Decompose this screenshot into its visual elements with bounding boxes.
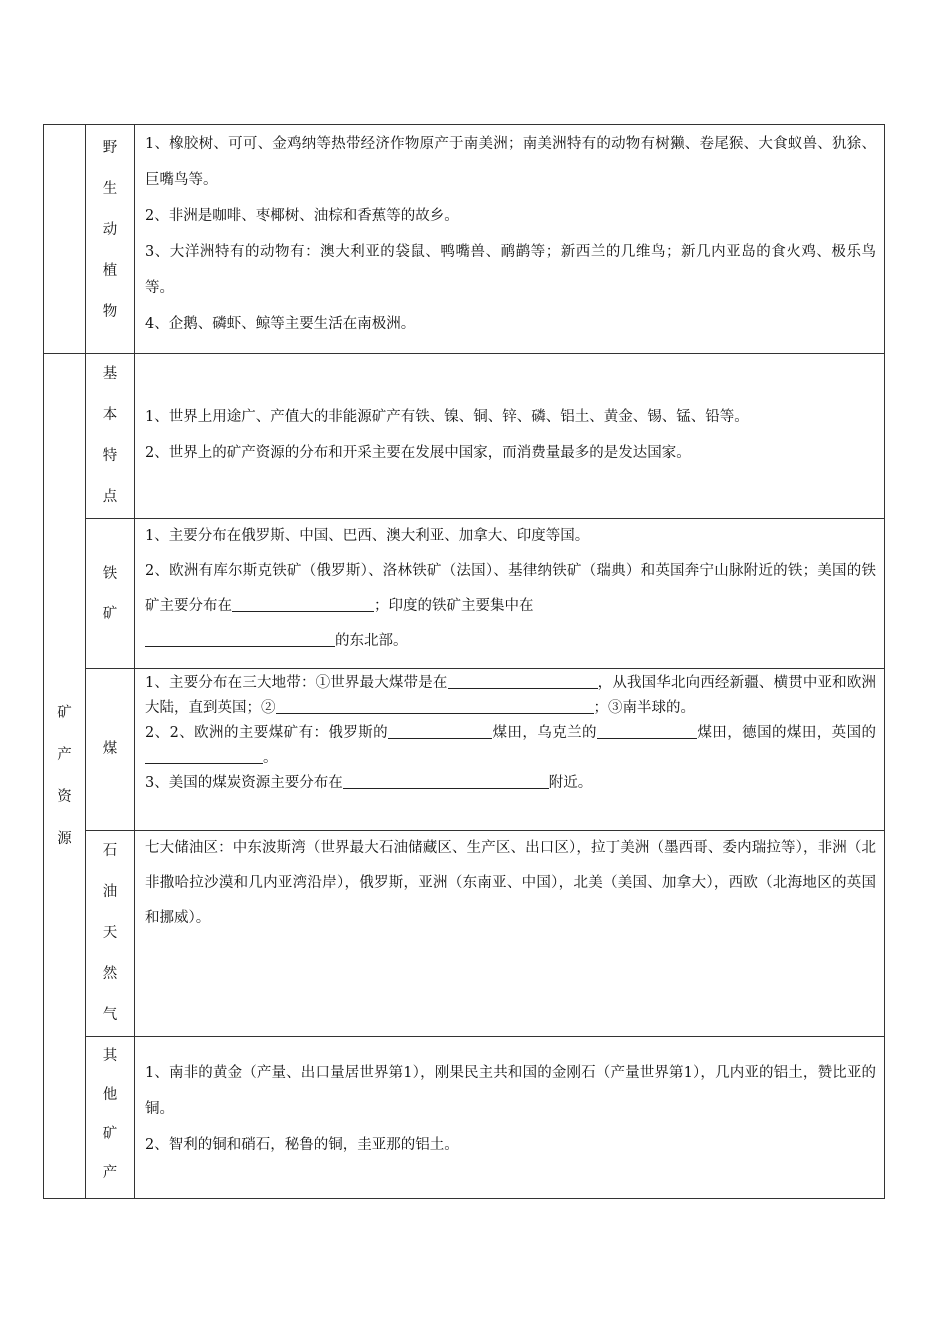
label-oil	[86, 831, 135, 1037]
fill-blank[interactable]	[343, 774, 549, 790]
label-char: 点	[102, 489, 118, 505]
label-char: 本	[102, 407, 118, 423]
text-line	[145, 721, 876, 771]
text-fragment: 3、美国的煤炭资源主要分布在	[145, 775, 343, 791]
label-char: 天	[102, 925, 118, 941]
row-coal	[44, 669, 885, 831]
label-char: 生	[102, 181, 118, 197]
label-char: 他	[102, 1087, 118, 1103]
label-other	[86, 1037, 135, 1199]
label-char: 油	[102, 884, 118, 900]
category-cell-empty	[44, 125, 86, 354]
row-basic	[44, 354, 885, 519]
label-char: 产	[57, 747, 72, 763]
fill-blank[interactable]	[232, 597, 374, 613]
text-line: 4、企鹅、磷虾、鲸等主要生活在南极洲。	[145, 316, 416, 332]
fill-blank[interactable]	[145, 632, 335, 648]
content-basic	[135, 354, 885, 519]
text-line: 1、南非的黄金（产量、出口量居世界第1），刚果民主共和国的金刚石（产量世界第1），几内亚的铝土，赞比亚的铜。	[145, 1065, 876, 1117]
text-line	[145, 671, 876, 721]
content-wildlife	[135, 125, 885, 354]
fill-blank[interactable]	[276, 699, 594, 715]
fill-blank[interactable]	[597, 724, 697, 740]
label-char: 植	[102, 263, 118, 279]
text-line: 3、大洋洲特有的动物有：澳大利亚的袋鼠、鸭嘴兽、鸸鹋等；新西兰的几维鸟；新几内亚岛的食火鸡、极乐鸟等。	[145, 244, 876, 296]
label-char: 矿	[57, 705, 72, 721]
label-coal	[86, 669, 135, 831]
fill-blank[interactable]	[388, 724, 492, 740]
label-char: 石	[102, 843, 118, 859]
text-fragment: ，从我国华北向西经新疆、横贯中亚和欧洲大陆，直到英国；②	[145, 675, 876, 716]
label-char: 产	[102, 1165, 118, 1181]
content-oil	[135, 831, 885, 1037]
text-line: 2、智利的铜和硝石，秘鲁的铜，圭亚那的铝土。	[145, 1137, 459, 1153]
label-char: 铁	[102, 565, 118, 582]
label-char: 矿	[102, 1126, 118, 1142]
text-fragment: 2、欧洲有库尔斯克铁矿（俄罗斯）、洛林铁矿（法国）、基律纳铁矿（瑞典）和英国奔宁山脉附近的铁；美国的铁矿主要分布在	[145, 563, 876, 614]
label-char: 特	[102, 448, 118, 464]
label-char: 矿	[102, 605, 118, 622]
content-table	[43, 124, 885, 1199]
label-char: 其	[102, 1048, 118, 1064]
text-line: 1、主要分布在俄罗斯、中国、巴西、澳大利亚、加拿大、印度等国。	[145, 528, 590, 544]
content-iron	[135, 519, 885, 669]
text-line	[145, 771, 876, 796]
text-fragment: ；③南半球的。	[593, 700, 695, 716]
label-char: 源	[57, 831, 72, 847]
fill-blank[interactable]	[448, 674, 598, 690]
label-iron	[86, 519, 135, 669]
text-fragment: 的东北部。	[335, 633, 408, 649]
text-fragment: 煤田，德国的煤田，英国的	[696, 725, 877, 741]
label-char: 动	[102, 222, 118, 238]
label-char: 资	[57, 789, 72, 805]
text-paragraph: 七大储油区：中东波斯湾（世界最大石油储藏区、生产区、出口区），拉丁美洲（墨西哥、委内瑞拉等），非洲（北非撒哈拉沙漠和几内亚湾沿岸），俄罗斯，亚洲（东南亚、中国），北美（美国、加拿大），西欧（北海地区的英国和挪威）。	[145, 840, 876, 926]
text-fragment: 1、主要分布在三大地带：①世界最大煤带是在	[145, 675, 448, 691]
text-line: 2、非洲是咖啡、枣椰树、油棕和香蕉等的故乡。	[145, 208, 459, 224]
label-char: 气	[102, 1007, 118, 1023]
label-basic	[86, 354, 135, 519]
label-char: 野	[102, 140, 118, 156]
text-line: 2、世界上的矿产资源的分布和开采主要在发展中国家，而消费量最多的是发达国家。	[145, 445, 691, 461]
text-line	[145, 554, 876, 659]
content-coal	[135, 669, 885, 831]
label-wildlife	[86, 125, 135, 354]
text-fragment: ；印度的铁矿主要集中在	[374, 598, 534, 614]
row-iron	[44, 519, 885, 669]
label-char: 然	[102, 966, 118, 982]
text-line: 1、世界上用途广、产值大的非能源矿产有铁、镍、铜、锌、磷、铝土、黄金、锡、锰、铅等。	[145, 409, 749, 425]
label-char: 物	[102, 304, 118, 320]
text-fragment: 。	[263, 750, 278, 766]
row-other	[44, 1037, 885, 1199]
text-line: 1、橡胶树、可可、金鸡纳等热带经济作物原产于南美洲；南美洲特有的动物有树獭、卷尾猴、大食蚁兽、犰狳、巨嘴鸟等。	[145, 136, 876, 188]
fill-blank[interactable]	[145, 749, 263, 765]
text-fragment: 2、2、欧洲的主要煤矿有：俄罗斯的	[145, 725, 389, 741]
content-other	[135, 1037, 885, 1199]
row-oil	[44, 831, 885, 1037]
label-char: 基	[102, 366, 118, 382]
label-char: 煤	[102, 741, 118, 757]
text-fragment: 煤田，乌克兰的	[492, 725, 597, 741]
row-wildlife	[44, 125, 885, 354]
label-minerals	[44, 354, 86, 1199]
text-fragment: 附近。	[548, 775, 593, 791]
